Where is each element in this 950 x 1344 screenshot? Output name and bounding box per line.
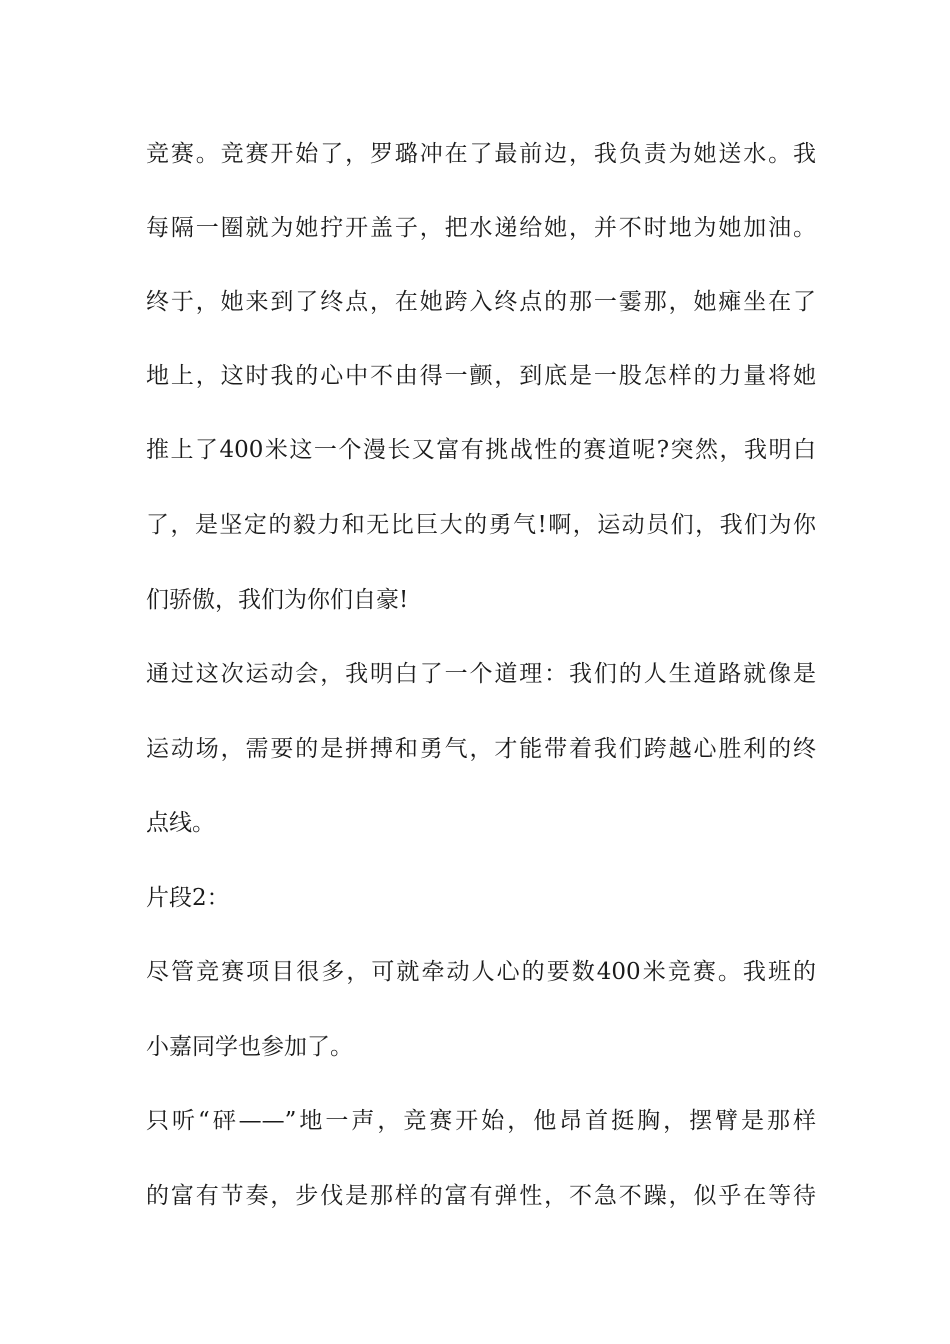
text-line: 只听“砰——”地一声，竞赛开始，他昂首挺胸，摆臂是那样 <box>146 1108 816 1134</box>
text-line: 点线。 <box>146 810 215 836</box>
text-line: 尽管竞赛项目很多，可就牵动人心的要数400米竞赛。我班的 <box>146 959 816 985</box>
text-line: 们骄傲，我们为你们自豪! <box>146 587 409 613</box>
text-line: 每隔一圈就为她拧开盖子，把水递给她，并不时地为她加油。 <box>146 215 816 241</box>
text-line: 推上了400米这一个漫长又富有挑战性的赛道呢?突然，我明白 <box>146 437 816 463</box>
text-line: 地上，这时我的心中不由得一颤，到底是一股怎样的力量将她 <box>146 363 816 389</box>
text-line: 竞赛。竞赛开始了，罗璐冲在了最前边，我负责为她送水。我 <box>146 141 816 167</box>
text-line: 的富有节奏，步伐是那样的富有弹性，不急不躁，似乎在等待 <box>146 1183 816 1209</box>
section-heading: 片段2： <box>146 885 230 911</box>
text-line: 通过这次运动会，我明白了一个道理：我们的人生道路就像是 <box>146 661 816 687</box>
text-line: 小嘉同学也参加了。 <box>146 1034 353 1060</box>
text-line: 运动场，需要的是拼搏和勇气，才能带着我们跨越心胜利的终 <box>146 736 816 762</box>
text-line: 了，是坚定的毅力和无比巨大的勇气!啊，运动员们，我们为你 <box>146 512 816 538</box>
text-line: 终于，她来到了终点，在她跨入终点的那一霎那，她瘫坐在了 <box>146 289 816 315</box>
